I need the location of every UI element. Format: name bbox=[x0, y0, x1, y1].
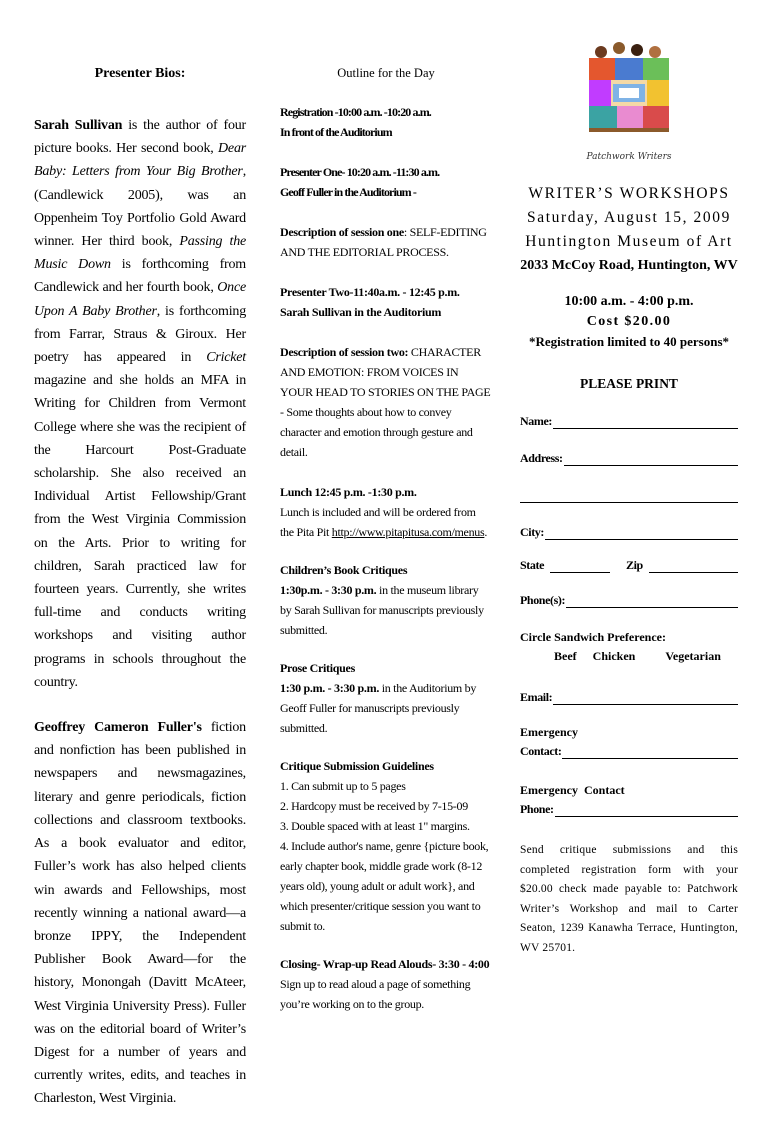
session-two-section bbox=[280, 342, 492, 462]
city-label: City: bbox=[520, 525, 544, 539]
outline-column bbox=[280, 60, 492, 1030]
prose-critique-text: in the Auditorium by Geoff Fuller for manuscripts previously submitted. bbox=[280, 681, 477, 735]
guideline-item: 4. Include author's name, genre {picture book, early chapter book, middle grade work (8-12 years old), young adult or adult work}, and which presenter/critique session you want to submit to. bbox=[280, 839, 489, 933]
guideline-item: 1. Can submit up to 5 pages bbox=[280, 779, 406, 793]
workshop-cost: Cost $20.00 bbox=[586, 314, 672, 329]
lunch-label: Lunch 12:45 p.m. -1:30 p.m. bbox=[280, 485, 417, 499]
guidelines-section bbox=[280, 756, 492, 936]
presenter-one-time: Presenter One- 10:20 a.m. -11:30 a.m. bbox=[280, 165, 440, 179]
sandwich-option-vegetarian[interactable]: Vegetarian bbox=[665, 649, 721, 663]
sandwich-label: Circle Sandwich Preference: bbox=[520, 630, 666, 644]
name-label: Name: bbox=[520, 414, 552, 428]
sandwich-option-chicken[interactable]: Chicken bbox=[592, 649, 636, 663]
presenter-two-location: Sarah Sullivan in the Auditorium bbox=[280, 305, 442, 319]
city-line[interactable] bbox=[545, 527, 738, 540]
workshop-address: 2033 McCoy Road, Huntington, WV bbox=[520, 258, 738, 273]
registration-section bbox=[280, 102, 492, 142]
lunch-text-end: . bbox=[484, 525, 488, 539]
emergency-contact-line[interactable] bbox=[562, 746, 738, 759]
state-label: State bbox=[520, 558, 544, 572]
phone-line[interactable] bbox=[566, 595, 738, 608]
session-two-label: Description of session two: bbox=[280, 345, 409, 359]
workshop-title: WRITER’S WORKSHOPS bbox=[528, 185, 730, 202]
address-field[interactable] bbox=[520, 451, 738, 466]
sullivan-book-2: Dear Baby: Letters from Your Big Brother bbox=[34, 141, 246, 180]
session-one-section bbox=[280, 222, 492, 262]
registration-location: In front of the Auditorium bbox=[280, 125, 392, 139]
pita-pit-link[interactable]: http://www.pitapitusa.com/menus bbox=[331, 525, 485, 539]
zip-label: Zip bbox=[626, 558, 643, 572]
sullivan-text-3: is forthcoming from Candlewick and her fourth book, bbox=[34, 257, 246, 296]
submission-note: Send critique submissions and this completed registration form with your $20.00 check made payable to: Patchwork Writer’s Workshop and mail to Carter Seaton, 1239 Kanawha Terrace, Huntington, WV 25701. bbox=[520, 844, 738, 954]
guideline-item: 2. Hardcopy must be received by 7-15-09 bbox=[280, 799, 468, 813]
workshop-time: 10:00 a.m. - 4:00 p.m. bbox=[564, 294, 694, 309]
sullivan-text-2: , (Candlewick 2005), was an Oppenheim Toy Portfolio Gold Award winner. Her third book, bbox=[34, 164, 246, 250]
session-two-text: CHARACTER AND EMOTION: FROM VOICES IN YOUR HEAD TO STORIES ON THE PAGE - Some thoughts about how to convey character and emotion through gesture and detail. bbox=[280, 345, 491, 459]
fuller-bio bbox=[34, 716, 246, 1110]
please-print: PLEASE PRINT bbox=[580, 376, 678, 391]
emergency-contact-heading: Emergency Contact bbox=[520, 783, 625, 797]
emergency-label: Emergency bbox=[520, 725, 578, 739]
sullivan-text-1: is the author of four picture books. Her second book, bbox=[34, 118, 247, 157]
city-field[interactable] bbox=[520, 525, 738, 540]
session-one-text: : SELF-EDITING AND THE EDITORIAL PROCESS. bbox=[280, 225, 487, 259]
sandwich-option-beef[interactable]: Beef bbox=[554, 649, 577, 663]
presenter-two-section bbox=[280, 282, 492, 322]
presenter-bios-column bbox=[34, 60, 246, 1133]
address-label: Address: bbox=[520, 451, 563, 465]
prose-critique-label: Prose Critiques bbox=[280, 661, 355, 675]
emergency-contact-label: Contact: bbox=[520, 744, 562, 758]
sullivan-bio bbox=[34, 114, 246, 694]
phone-label: Phone(s): bbox=[520, 593, 566, 607]
sullivan-text-4: , is forthcoming from Farrar, Straus & Giroux. Her poetry has appeared in bbox=[34, 303, 246, 366]
state-line[interactable] bbox=[550, 560, 610, 573]
registration-limit: *Registration limited to 40 persons* bbox=[528, 334, 730, 349]
closing-text: Sign up to read aloud a page of something you’re working on to the group. bbox=[280, 977, 471, 1011]
guideline-item: 3. Double spaced with at least 1" margins. bbox=[280, 819, 470, 833]
sullivan-book-3: Passing the Music Down bbox=[34, 234, 247, 273]
outline-title: Outline for the Day bbox=[337, 66, 435, 80]
address-line[interactable] bbox=[564, 453, 738, 466]
sullivan-text-5: magazine and she holds an MFA in Writing for Children from Vermont College where she was the recipient of the Harcourt Post-Graduate scholarship. She also received an Individual Artist Fellowship/Grant from the West Virginia Commission on the Arts. Prior to writing for children, Sarah practiced law for fourteen years. Currently, she writes full-time and conducts writing workshops and visiting author programs in schools throughout the country. bbox=[34, 373, 246, 690]
sandwich-options bbox=[520, 649, 738, 664]
childrens-critique-text: in the museum library by Sarah Sullivan for manuscripts previously submitted. bbox=[280, 583, 484, 637]
bios-title: Presenter Bios: bbox=[94, 66, 186, 81]
name-field[interactable] bbox=[520, 414, 738, 429]
sullivan-book-4: Once Upon A Baby Brother bbox=[34, 280, 246, 319]
patchwork-writers-logo bbox=[579, 40, 679, 152]
closing-label: Closing- Wrap-up Read Alouds- 3:30 - 4:00 bbox=[280, 957, 490, 971]
workshop-date: Saturday, August 15, 2009 bbox=[527, 209, 731, 226]
prose-critique-section bbox=[280, 658, 492, 738]
childrens-critique-label: Children’s Book Critiques bbox=[280, 563, 408, 577]
childrens-critique-time: 1:30p.m. - 3:30 p.m. bbox=[280, 583, 377, 597]
closing-section bbox=[280, 954, 492, 1014]
fuller-name: Geoffrey Cameron Fuller's bbox=[34, 720, 202, 736]
guidelines-label: Critique Submission Guidelines bbox=[280, 759, 434, 773]
childrens-critique-section bbox=[280, 560, 492, 640]
phone-field[interactable] bbox=[520, 593, 738, 608]
logo-caption: Patchwork Writers bbox=[586, 152, 672, 162]
emergency-phone-label: Phone: bbox=[520, 802, 554, 816]
lunch-section bbox=[280, 482, 492, 542]
registration-time: Registration -10:00 a.m. -10:20 a.m. bbox=[280, 105, 431, 119]
prose-critique-time: 1:30 p.m. - 3:30 p.m. bbox=[280, 681, 380, 695]
registration-column bbox=[520, 40, 738, 958]
state-zip-field[interactable] bbox=[520, 558, 738, 573]
lunch-text: Lunch is included and will be ordered from the Pita Pit bbox=[280, 505, 476, 539]
presenter-two-time: Presenter Two-11:40a.m. - 12:45 p.m. bbox=[280, 285, 460, 299]
presenter-one-section bbox=[280, 162, 492, 202]
zip-line[interactable] bbox=[649, 560, 738, 573]
address-line-2[interactable] bbox=[520, 490, 738, 503]
emergency-phone-field[interactable] bbox=[520, 802, 738, 817]
email-line[interactable] bbox=[553, 692, 738, 705]
presenter-one-location: Geoff Fuller in the Auditorium - bbox=[280, 185, 416, 199]
name-line[interactable] bbox=[553, 416, 738, 429]
emergency-contact-field[interactable] bbox=[520, 744, 738, 759]
address-line-2-line[interactable] bbox=[520, 490, 738, 503]
sullivan-name: Sarah Sullivan bbox=[34, 118, 123, 133]
session-one-label: Description of session one bbox=[280, 225, 404, 239]
fuller-text: fiction and nonfiction has been published in newspapers and newsmagazines, literary and genre periodicals, fiction collections and classroom textbooks. As a book evaluator and editor, Fuller’s work has also helped clients win awards and Fellowships, most recently winning a national award—a bronze IPPY, the Independent Publisher Book Award—for the history, Monongah (Davitt McAteer, West Virginia University Press). Fuller was on the editorial board of Writer’s Digest for a number of years and currently writes, edits, and teaches in Charleston, West Virginia. bbox=[34, 720, 246, 1107]
email-label: Email: bbox=[520, 690, 553, 704]
workshop-venue: Huntington Museum of Art bbox=[525, 233, 733, 250]
sullivan-magazine: Cricket bbox=[206, 350, 246, 366]
emergency-phone-line[interactable] bbox=[555, 804, 738, 817]
email-field[interactable] bbox=[520, 690, 738, 705]
